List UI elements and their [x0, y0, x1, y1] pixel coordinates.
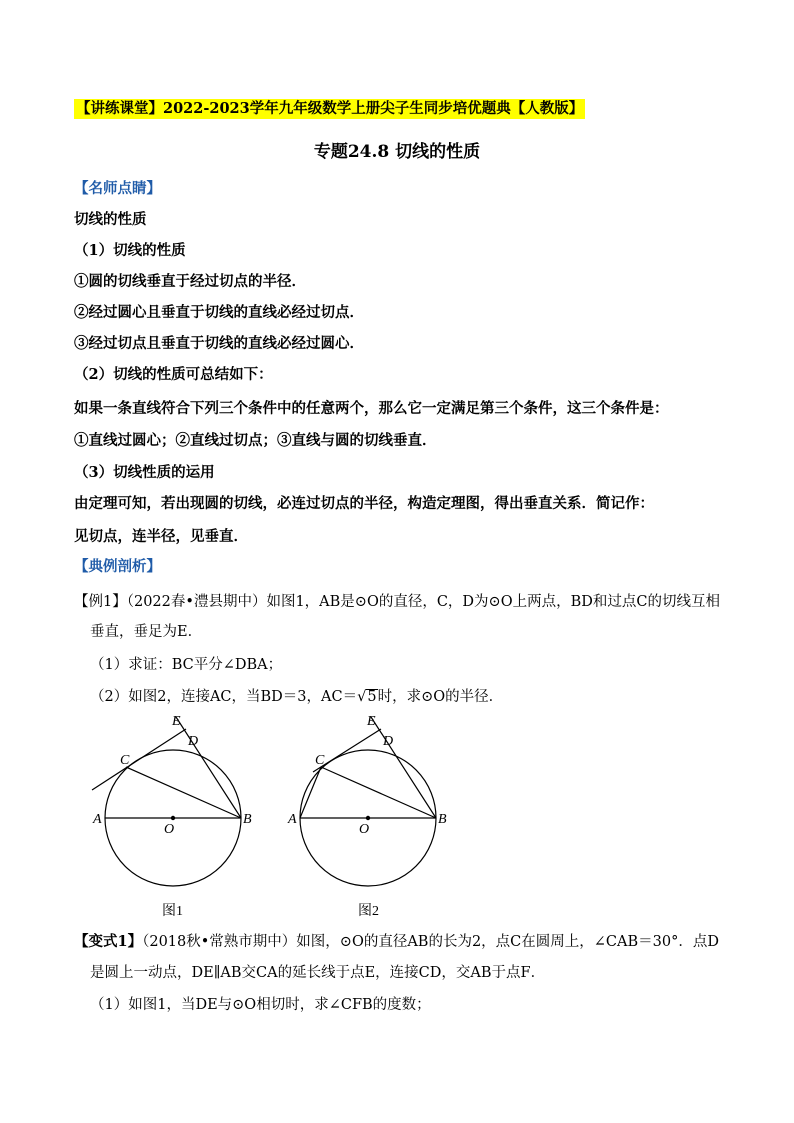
figure-2-caption: 图2 [358, 904, 379, 919]
variant1-line1 [74, 930, 719, 951]
example1-label: 【例1】 [74, 594, 127, 610]
fig2-label-a: A [288, 812, 297, 827]
variant1-label: 【变式1】 [74, 933, 143, 950]
figure-1-caption: 图1 [162, 904, 183, 919]
fig1-label-e: E [172, 714, 181, 729]
p3-text-1: 由定理可知，若出现圆的切线，必连过切点的半径，构造定理图，得出垂直关系．简记作： [74, 495, 654, 512]
example1-source: （2022春•澧县期中） [126, 594, 267, 610]
p2-text: 如果一条直线符合下列三个条件中的任意两个，那么它一定满足第三个条件，这三个条件是： [74, 400, 669, 417]
p3-title: （3）切线性质的运用 [74, 464, 215, 481]
fig2-center-dot [366, 816, 370, 820]
p2-items: ①直线过圆心；②直线过切点；③直线与圆的切线垂直． [74, 432, 437, 449]
fig1-center-dot [171, 816, 175, 820]
fig1-segment-cb [126, 767, 241, 818]
p1-item-3: ③经过切点且垂直于切线的直线必经过圆心． [74, 335, 364, 352]
sqrt-radicand: 5 [367, 689, 377, 705]
example1-q2-suffix: 时，求⊙O的半径． [377, 689, 504, 705]
fig2-label-d: D [383, 734, 394, 749]
header-banner: 【讲练课堂】2022-2023学年九年级数学上册尖子生同步培优题典【人教版】 [76, 100, 584, 117]
fig1-label-c: C [120, 753, 130, 768]
fig2-segment-eb [371, 717, 436, 818]
fig1-segment-eb [176, 717, 241, 818]
fig1-label-o: O [164, 822, 175, 837]
fig1-tangent-line [92, 729, 186, 790]
p1-item-2: ②经过圆心且垂直于切线的直线必经过切点． [74, 304, 364, 321]
section-heading-tips: 【名师点睛】 [74, 180, 161, 197]
example1-text: 如图1，AB是⊙O的直径，C，D为⊙O上两点，BD和过点C的切线互相 [266, 594, 720, 610]
topic-line: 切线的性质 [74, 211, 147, 228]
fig2-segment-ac [300, 767, 321, 818]
example1-line2: 垂直，垂足为E． [90, 624, 203, 640]
variant1-text: （2018秋•常熟市期中）如图，⊙O的直径AB的长为2，点C在圆周上，∠CAB＝30°．点D [142, 934, 719, 950]
figure-2-diagram [283, 705, 463, 915]
fig1-label-b: B [243, 812, 252, 827]
fig2-segment-cb [321, 767, 436, 818]
section-heading-examples: 【典例剖析】 [74, 558, 161, 575]
example1-line1 [74, 590, 720, 611]
sqrt-symbol: √ [357, 689, 367, 705]
example1-q2-prefix: （2）如图2，连接AC，当BD＝3，AC＝ [90, 689, 358, 705]
page-title: 专题24.8 切线的性质 [313, 142, 481, 162]
fig2-label-c: C [315, 753, 325, 768]
fig2-label-b: B [438, 812, 447, 827]
fig1-label-a: A [93, 812, 102, 827]
fig2-label-o: O [359, 822, 370, 837]
example1-q2 [90, 685, 503, 706]
p1-item-1: ①圆的切线垂直于经过切点的半径． [74, 273, 306, 290]
fig2-label-e: E [367, 714, 376, 729]
p2-title: （2）切线的性质可总结如下： [74, 366, 273, 383]
p1-title: （1）切线的性质 [74, 242, 186, 259]
figure-1-diagram [88, 705, 268, 915]
variant1-q1: （1）如图1，当DE与⊙O相切时，求∠CFB的度数； [90, 997, 431, 1013]
variant1-line2: 是圆上一动点，DE∥AB交CA的延长线于点E，连接CD，交AB于点F． [90, 965, 546, 981]
fig1-label-d: D [188, 734, 199, 749]
p3-text-2: 见切点，连半径，见垂直． [74, 528, 248, 545]
example1-q1: （1）求证：BC平分∠DBA； [90, 657, 283, 673]
